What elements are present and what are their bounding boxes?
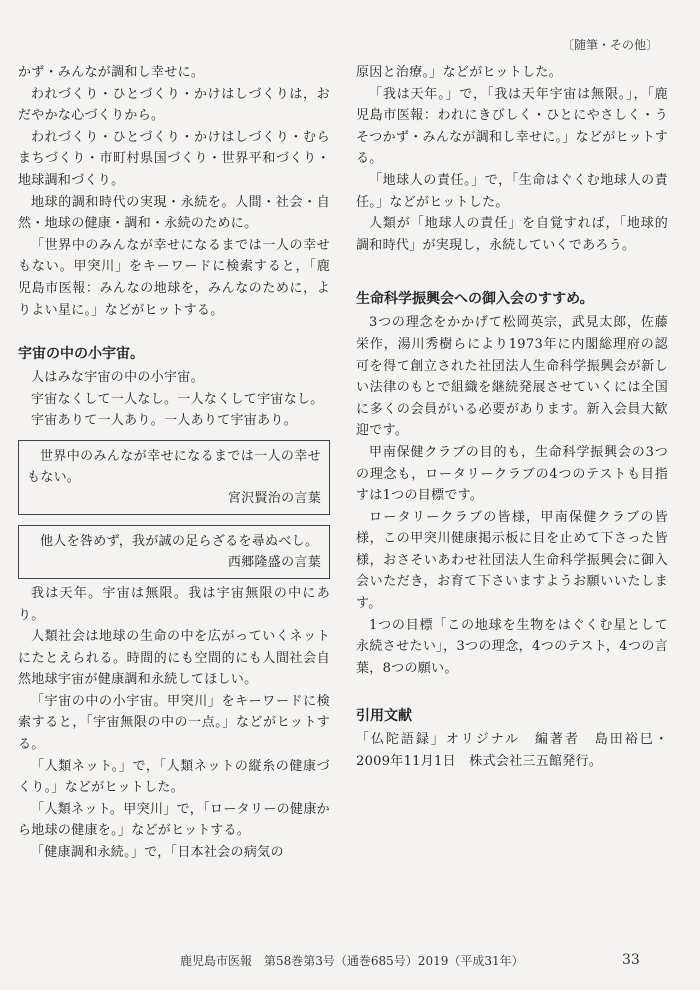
quote-box — [18, 525, 330, 579]
paragraph: 宇宙ありて一人あり。一人ありて宇宙あり。 — [31, 413, 298, 429]
paragraph: かず・みんなが調和し幸せに。 — [18, 65, 205, 80]
paragraph: 人はみな宇宙の中の小宇宙。 — [31, 370, 204, 386]
quote-attribution: 西郷隆盛の言葉 — [227, 554, 321, 570]
quote-text: 他人を咎めず，我が誠の足らざるを尋ぬべし。 — [40, 533, 319, 549]
paragraph: 「地球人の責任。」で，「生命はぐくむ地球人の責任。」などがヒットした。 — [356, 172, 668, 210]
paragraph: 原因と治療。」などがヒットした。 — [356, 65, 562, 80]
reference-entry: 「仏陀語録」オリジナル 編著者 島田裕巳・2009年11月1日 株式会社三五館発行。 — [356, 732, 668, 770]
paragraph: 「宇宙の中の小宇宙。甲突川」をキーワードに検索すると，「宇宙無限の中の一点。」などがヒットする。 — [18, 693, 330, 753]
paragraph: 1つの目標「この地球を生物をはぐくむ星として永続させたい」，3つの理念，4つのテスト，4つの言葉，8つの願い。 — [356, 617, 668, 676]
paragraph: 「人類ネット。」で，「人類ネットの縦糸の健康づくり。」などがヒットした。 — [18, 758, 330, 796]
paragraph: 我は天年。宇宙は無限。我は宇宙無限の中にあり。 — [18, 585, 330, 623]
journal-citation: 鹿児島市医報 第58巻第3号（通巻685号）2019（平成31年） — [180, 954, 524, 968]
quote-attribution: 宮沢賢治の言葉 — [227, 490, 321, 506]
paragraph: 人類が「地球人の責任」を自覚すれば，「地球的調和時代」が実現し，永続していくであろう。 — [356, 216, 668, 253]
paragraph: 甲南保健クラブの目的も，生命科学振興会の3つの理念も，ロータリークラブの4つのテストも目指すは1つの目標です。 — [356, 444, 668, 504]
quote-box — [18, 440, 330, 515]
paragraph: 「我は天年。」で，「我は天年宇宙は無限。」，「鹿児島市医報：われにきびしく・ひとにやさしく・うそつかず・みんなが調和し幸せに。」などがヒットする。 — [356, 86, 668, 167]
paragraph: 地球的調和時代の実現・永続を。人間・社会・自然・地球の健康・調和・永続のために。 — [18, 194, 330, 232]
section-heading: 生命科学振興会への御入会のすすめ。 — [356, 291, 594, 308]
paragraph: 人類社会は地球の生命の中を広がっていくネットにたとえられる。時間的にも空間的にも人間社会自然地球宇宙が健康調和永続してほしい。 — [18, 629, 330, 688]
paragraph: われづくり・ひとづくり・かけはしづくり・むらまちづくり・市町村県国づくり・世界平和づくり・地球調和づくり。 — [18, 129, 330, 188]
paragraph: 「人類ネット。甲突川」で，「ロータリーの健康から地球の健康を。」などがヒットする。 — [18, 801, 330, 839]
page-number: 33 — [622, 952, 640, 968]
right-column — [356, 62, 668, 773]
quote-text: 世界中のみんなが幸せになるまでは一人の幸せもない。 — [27, 448, 321, 485]
section-heading: 引用文献 — [356, 708, 412, 725]
paragraph: 「健康調和永続。」で，「日本社会の病気の — [31, 845, 284, 861]
paragraph: 「世界中のみんなが幸せになるまでは一人の幸せもない。甲突川」をキーワードに検索すると，「鹿児島市医報：みんなの地球を，みんなのために，よりよい星に。」などがヒットする。 — [18, 237, 330, 318]
section-heading: 宇宙の中の小宇宙。 — [18, 346, 144, 363]
paragraph: ロータリークラブの皆様，甲南保健クラブの皆様，この甲突川健康掲示板に目を止めて下さった皆様，おさそいあわせ社団法人生命科学振興会に御入会いただき，お育て下さいますようお願いいたします。 — [356, 509, 668, 612]
left-column — [18, 62, 330, 864]
section-tag: 〔随筆・その他〕 — [561, 38, 658, 52]
paragraph: 宇宙なくして一人なし。一人なくして宇宙なし。 — [31, 391, 324, 407]
paragraph: われづくり・ひとづくり・かけはしづくりは，おだやかな心づくりから。 — [18, 86, 330, 124]
paragraph: 3つの理念をかかげて松岡英宗，武見太郎，佐藤栄作，湯川秀樹らにより1973年に内閣総理府の認可を得て創立された社団法人生命科学振興会が新しい法律のもとで組織を継続発展させていくには全国に多くの会員がいる必要があります。新入会員大歓迎です。 — [356, 315, 668, 439]
